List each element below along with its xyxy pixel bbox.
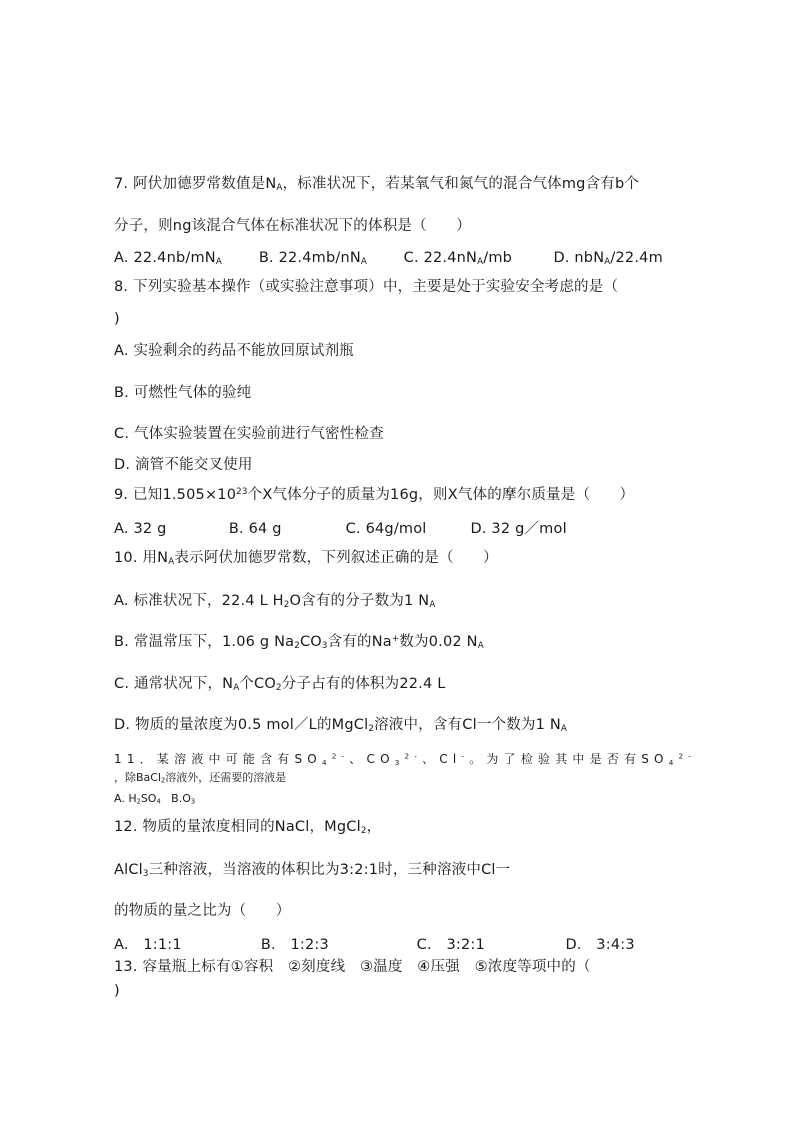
q8-option-a[interactable]: A. 实验剩余的药品不能放回原试剂瓶 [114, 343, 354, 359]
q7-stem-line1 [114, 175, 639, 193]
q7-option-d[interactable]: D. nbN$_A$/22.4m [553, 250, 663, 268]
q9-option-c[interactable]: C. 64g/mol [345, 521, 427, 537]
q8-option-d[interactable]: D. 滴管不能交叉使用 [114, 457, 253, 473]
q7-stem-line2: 分子，则ng该混合气体在标准状况下的体积是（ ） [114, 218, 471, 234]
q8-stem-line1: 8. 下列实验基本操作（或实验注意事项）中，主要是处于实验安全考虑的是（ [114, 279, 619, 295]
q7-options [114, 249, 663, 267]
q7-option-c[interactable]: C. $22.4nN_A/mb$ [403, 250, 513, 268]
q11-stem-line1: 11．某溶液中可能含有$SO_4^{2-}$、$CO_3^{2-}$、Cl-。为了检验其中是否有$SO_4^{2-}$ [114, 751, 697, 767]
subscript: A [276, 183, 283, 194]
q7-text: 7. 阿伏加德罗常数值是N [114, 176, 277, 192]
q7-option-b[interactable]: B. $22.4mb/nN_A$ [258, 250, 368, 268]
q8-option-c[interactable]: C. 气体实验装置在实验前进行气密性检查 [114, 426, 384, 442]
q11-option-a[interactable]: A. $H_2SO_4$ [114, 792, 161, 806]
q12-option-b[interactable]: B. 1:2:3 [260, 937, 329, 953]
q11-stem-line2: ，除BaCl$_2$溶液外，还需要的溶液是 [114, 771, 287, 785]
q10-option-b[interactable]: B. 常温常压下，1.06 g $Na_2CO_3$含有的Na+数为0.02 $N_A$ [114, 633, 484, 652]
q12-stem-line2: AlCl$_3$三种溶液，当溶液的体积比为3:2:1时，三种溶液中Cl一 [114, 862, 511, 880]
q7-option-a[interactable]: A. $22.4nb/mN_A$ [114, 250, 222, 268]
q10-option-d[interactable]: D. 物质的量浓度为0.5 mol／L的MgCl$_2$溶液中，含有Cl一个数为1 $N_A$ [114, 717, 568, 735]
q9-options [114, 520, 567, 538]
q9-option-d[interactable]: D. 32 g／mol [470, 521, 567, 537]
q8-option-b[interactable]: B. 可燃性气体的验纯 [114, 385, 252, 401]
q12-option-d[interactable]: D. 3:4:3 [565, 937, 635, 953]
q12-stem-line3: 的物质的量之比为（ ） [114, 903, 291, 919]
q13-stem-line2: ) [114, 983, 120, 999]
q10-option-a[interactable]: A. 标准状况下，22.4 L $H_2O$含有的分子数为1 $N_A$ [114, 593, 436, 611]
q11-options [114, 792, 195, 806]
q11-option-b[interactable]: $B.O_3$ [171, 792, 196, 806]
q12-options [114, 936, 635, 954]
q9-stem: 9. 已知$1.505\times 10^{23}$个X气体分子的质量为16g，则X气体的摩尔质量是（ ） [114, 486, 635, 503]
q10-option-c[interactable]: C. 通常状况下，$N_A$个$CO_2$分子占有的体积为22.4 L [114, 676, 446, 694]
q12-option-c[interactable]: C. 3:2:1 [416, 937, 485, 953]
q9-option-b[interactable]: B. 64 g [228, 521, 282, 537]
q12-option-a[interactable]: A. 1:1:1 [114, 937, 182, 953]
q9-option-a[interactable]: A. 32 g [114, 521, 167, 537]
q13-stem-line1: 13. 容量瓶上标有①容积 ②刻度线 ③温度 ④压强 ⑤浓度等项中的（ [114, 959, 591, 975]
q7-text: ，标准状况下，若某氧气和氮气的混合气体mg含有b个 [282, 176, 640, 192]
q8-stem-line2: ) [114, 311, 120, 327]
q12-stem-line1: 12. 物质的量浓度相同的NaCl，MgCl$_2$， [114, 819, 382, 837]
q10-stem: 10. 用$N_A$表示阿伏加德罗常数，下列叙述正确的是（ ） [114, 550, 498, 568]
